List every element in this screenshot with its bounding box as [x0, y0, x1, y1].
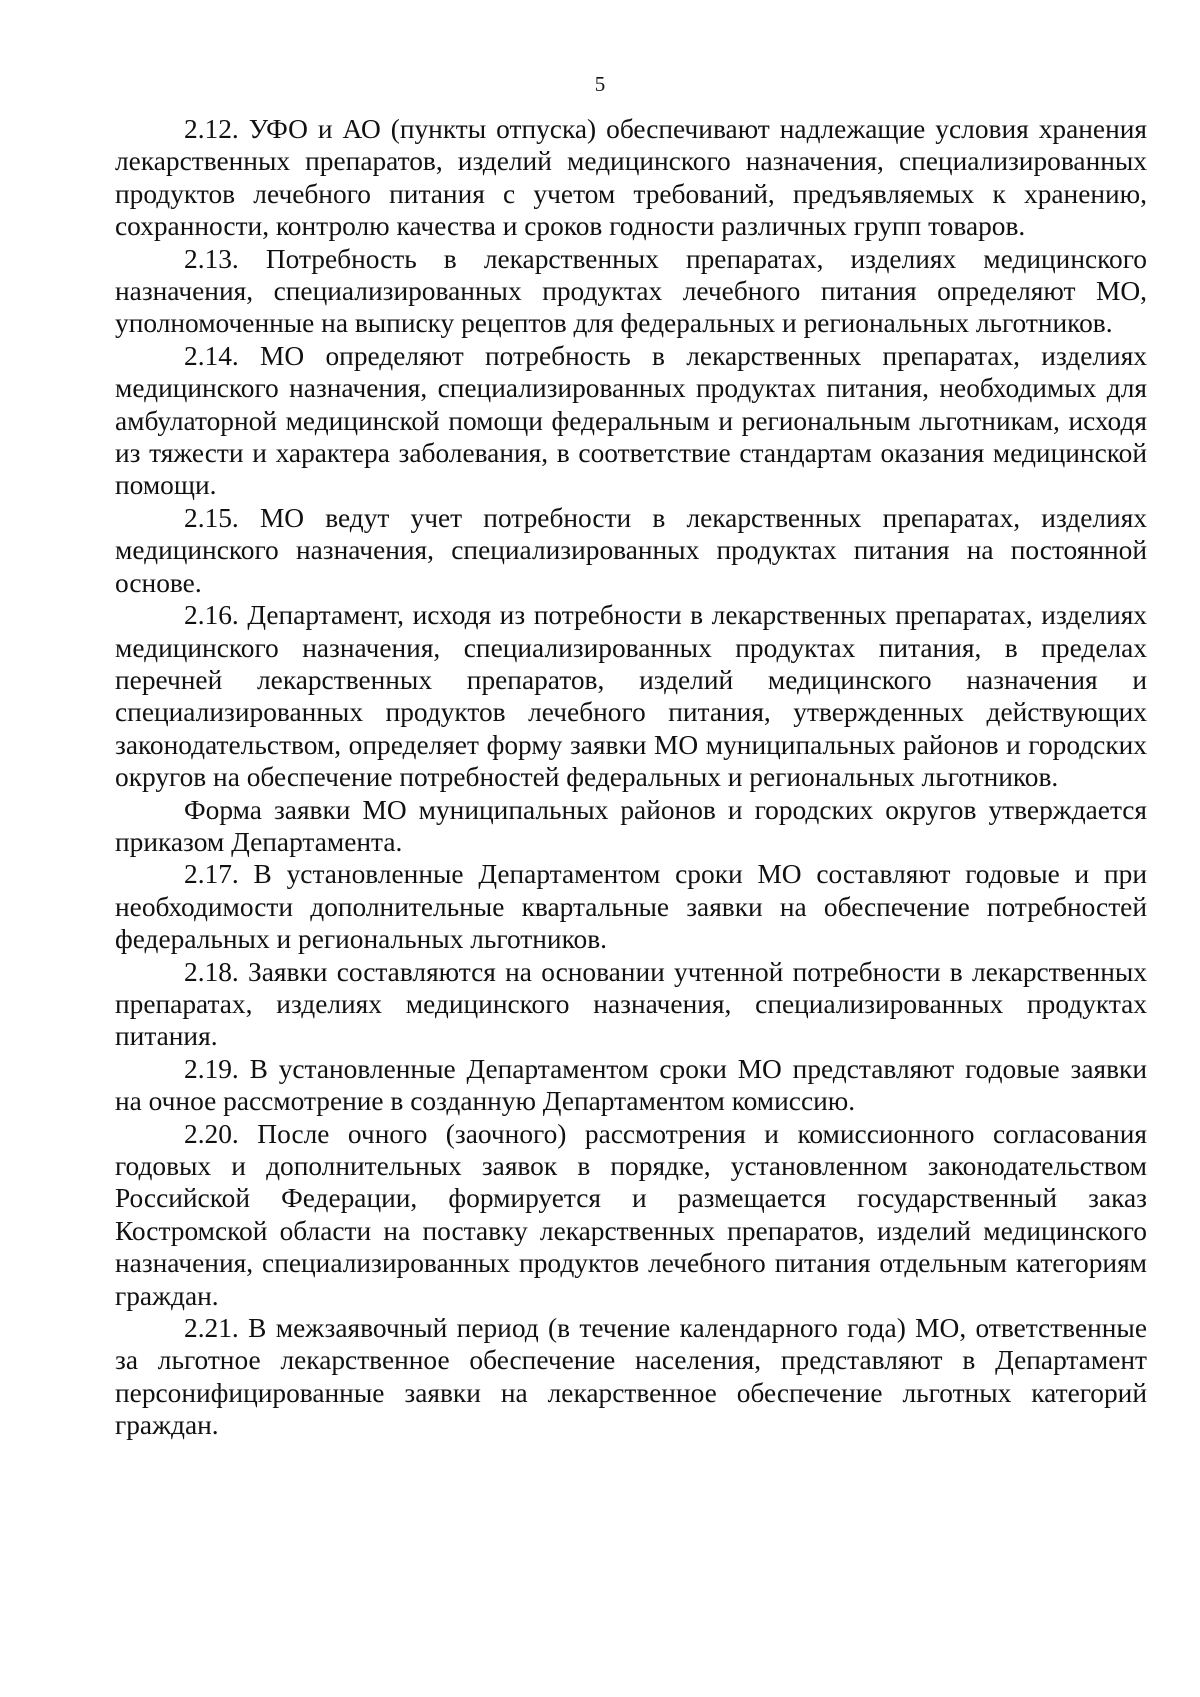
paragraph-2-19: 2.19. В установленные Департаментом сроки МО представляют годовые заявки на очное рассмотрение в созданную Департаментом комиссию. — [115, 1053, 1147, 1117]
paragraph-2-21: 2.21. В межзаявочный период (в течение календарного года) МО, ответственные за льготное лекарственное обеспечение населения, представляют в Департамент персонифицированные заявки на лекарственное обеспечение льготных категорий граждан. — [115, 1313, 1147, 1441]
paragraph-2-16: 2.16. Департамент, исходя из потребности в лекарственных препаратах, изделиях медицинского назначения, специализированных продуктах питания, в пределах перечней лекарственных препаратов, изделий медицинского назначения и специализированных продуктов лечебного питания, утвержденных действующих законодательством, определяет форму заявки МО муниципальных районов и городских округов на обеспечение потребностей федеральных и региональных льготников. — [115, 600, 1147, 793]
paragraph-2-13: 2.13. Потребность в лекарственных препаратах, изделиях медицинского назначения, специализированных продуктах лечебного питания определяют МО, уполномоченные на выписку рецептов для федеральных и региональных льготников. — [115, 243, 1147, 339]
paragraph-application-form: Форма заявки МО муниципальных районов и городских округов утверждается приказом Департамента. — [115, 794, 1147, 857]
paragraph-2-14: 2.14. МО определяют потребность в лекарственных препаратах, изделиях медицинского назначения, специализированных продуктах питания, необходимых для амбулаторной медицинской помощи федеральным и региональным льготникам, исходя из тяжести и характера заболевания, в соответствие стандартам оказания медицинской помощи. — [115, 340, 1147, 501]
paragraph-2-20: 2.20. После очного (заочного) рассмотрения и комиссионного согласования годовых и дополнительных заявок в порядке, установленном законодательством Российской Федерации, формируется и размещается государственный заказ Костромской области на поставку лекарственных препаратов, изделий медицинского назначения, специализированных продуктов лечебного питания отдельным категориям граждан. — [115, 1118, 1147, 1311]
paragraph-2-17: 2.17. В установленные Департаментом сроки МО составляют годовые и при необходимости дополнительные квартальные заявки на обеспечение потребностей федеральных и региональных льготников. — [115, 859, 1147, 955]
paragraph-2-12: 2.12. УФО и АО (пункты отпуска) обеспечивают надлежащие условия хранения лекарственных препаратов, изделий медицинского назначения, специализированных продуктов лечебного питания с учетом требований, предъявляемых к хранению, сохранности, контролю качества и сроков годности различных групп товаров. — [115, 114, 1147, 242]
page-number: 5 — [594, 72, 606, 96]
document-body — [115, 113, 1147, 1442]
paragraph-2-18: 2.18. Заявки составляются на основании учтенной потребности в лекарственных препаратах, изделиях медицинского назначения, специализированных продуктах питания. — [115, 956, 1147, 1052]
paragraph-2-15: 2.15. МО ведут учет потребности в лекарственных препаратах, изделиях медицинского назначения, специализированных продуктах питания на постоянной основе. — [115, 502, 1147, 598]
